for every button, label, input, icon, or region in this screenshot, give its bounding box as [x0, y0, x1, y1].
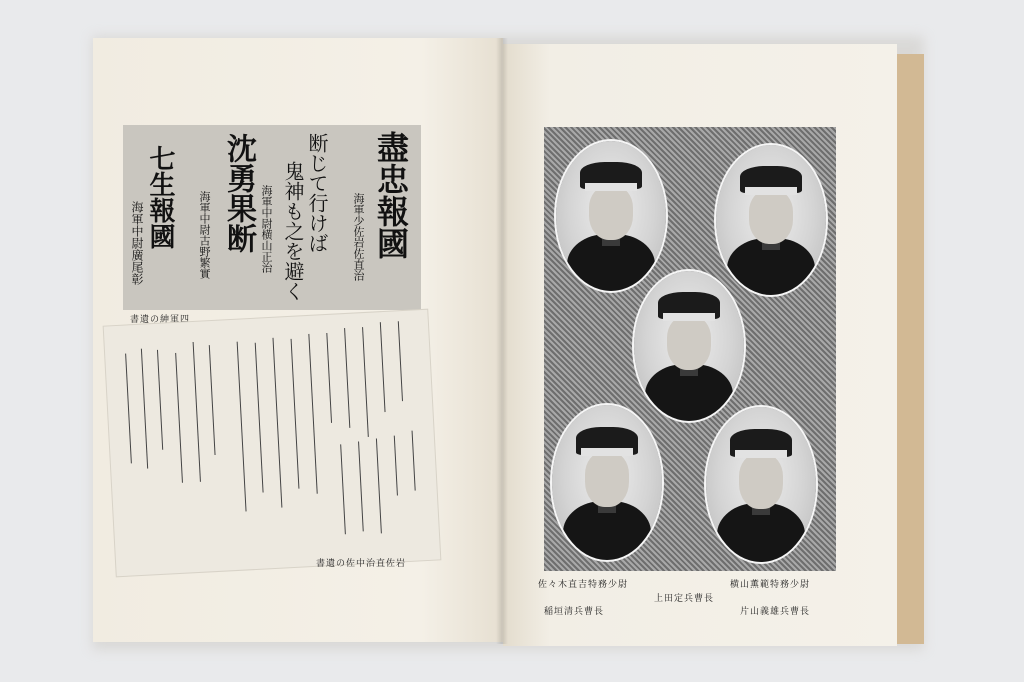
banner-column: 鬼神も之を避く — [281, 161, 305, 301]
banner-column: 七生報國 — [145, 145, 175, 249]
banner-column: 海軍少佐岩佐直治 — [352, 193, 365, 281]
banner-caption: 書遺の紳軍四 — [130, 315, 191, 325]
banner-column: 海軍中尉廣尾彰 — [130, 201, 144, 285]
navy-portraits-plate — [544, 127, 836, 571]
portrait-officer-center — [634, 271, 744, 421]
book-gutter — [496, 38, 508, 644]
caption-bottom-right: 片山義雄兵曹長 — [740, 607, 811, 617]
banner-column: 盡忠報國 — [372, 131, 410, 259]
portrait-officer-top-left — [556, 141, 666, 291]
banner-column: 海軍中尉古野繁實 — [198, 191, 211, 279]
banner-column: 断じて行けば — [305, 133, 329, 253]
banner-column: 沈勇果断 — [221, 133, 256, 253]
portrait-officer-bottom-right — [706, 407, 816, 562]
calligraphy-banner — [123, 125, 421, 310]
portrait-officer-bottom-left — [552, 405, 662, 560]
caption-bottom-left: 稲垣清兵曹長 — [544, 607, 605, 617]
caption-top-right: 横山薫範特務少尉 — [730, 580, 811, 590]
caption-middle: 上田定兵曹長 — [654, 594, 715, 604]
handwritten-letter-image — [104, 310, 441, 577]
letter-caption: 書遺の佐中治直佐岩 — [316, 559, 407, 569]
book-cover-edge — [896, 54, 924, 644]
caption-top-left: 佐々木直吉特務少尉 — [538, 580, 629, 590]
banner-column: 海軍中尉横山正治 — [260, 185, 273, 273]
portrait-officer-top-right — [716, 145, 826, 295]
